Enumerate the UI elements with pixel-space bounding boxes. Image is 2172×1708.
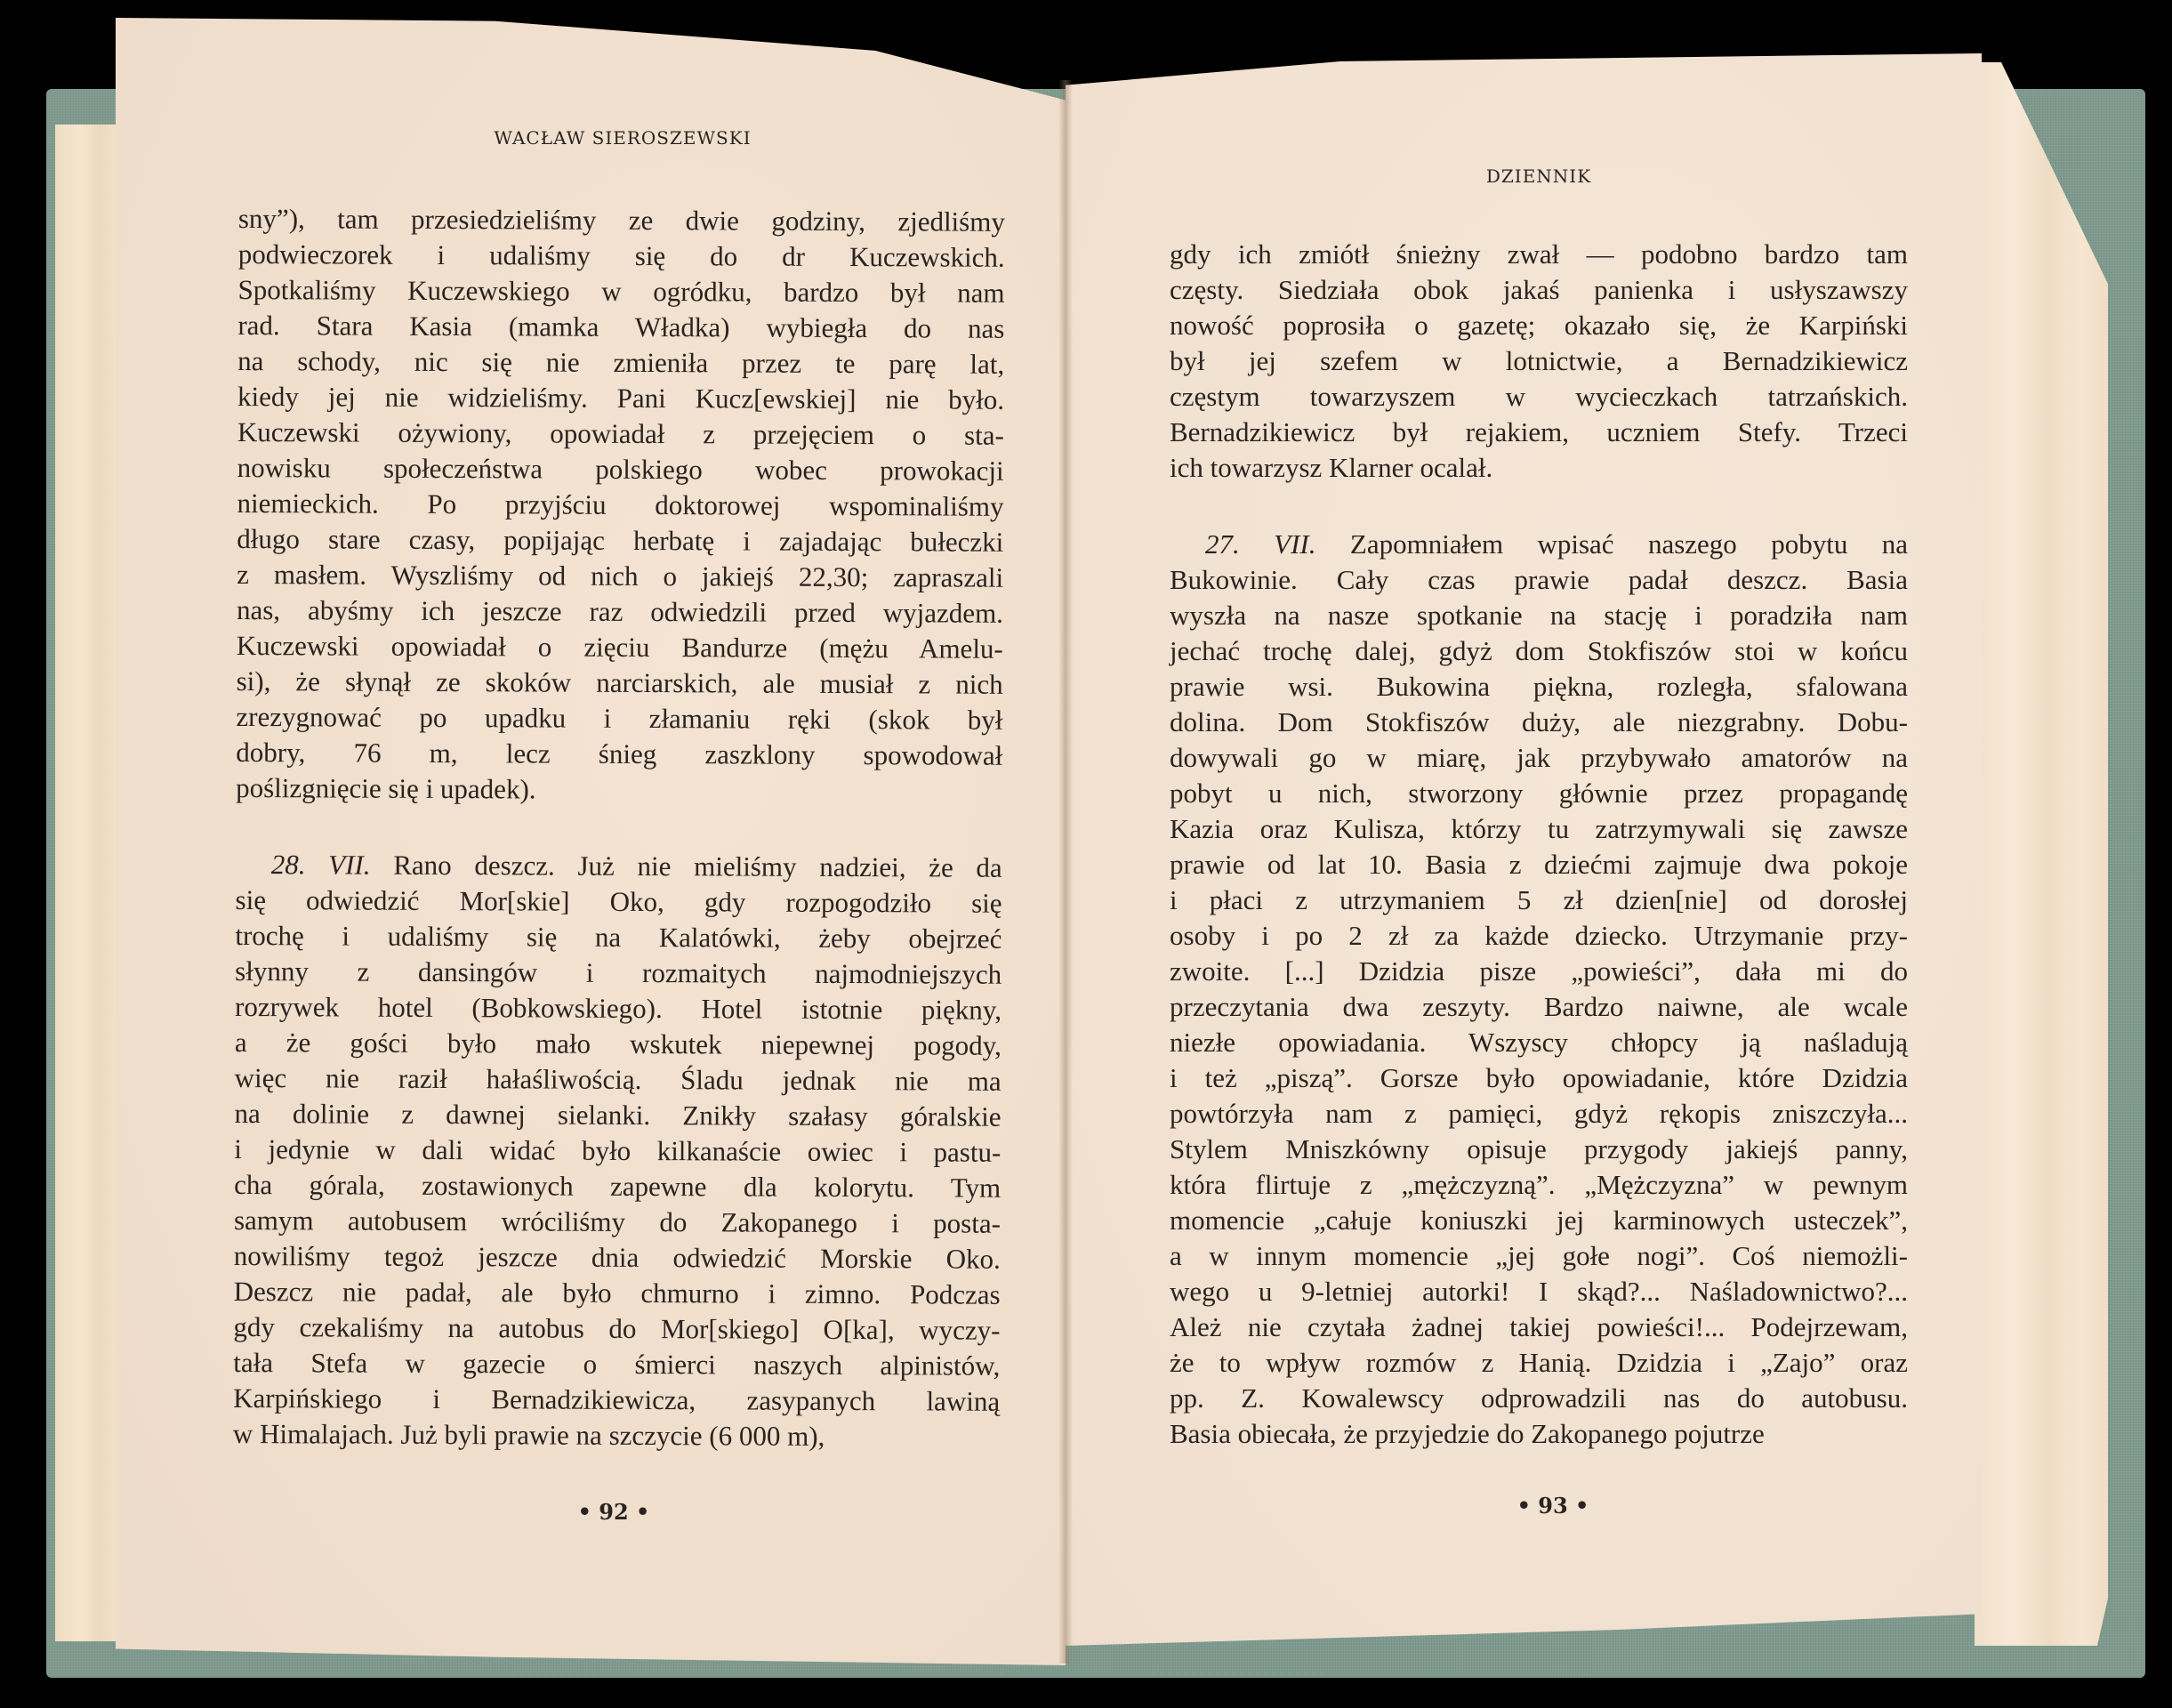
text-line: się odwiedzić Mor[skie] Oko, gdy rozpogodziło się [235,883,1002,919]
text-line: trochę i udaliśmy się na Kalatówki, żeby obejrzeć [235,919,1002,955]
text-line: Spotkaliśmy Kuczewskiego w ogródku, bardzo był nam [237,273,1005,309]
text-line: nowiliśmy tegoż jeszcze dnia odwiedzić Morskie Oko. [233,1239,1001,1275]
text-line: Kuczewski opowiadał o zięciu Bandurze (mężu Amelu- [236,629,1003,665]
text-line: powtórzyła nam z pamięci, gdyż rękopis zniszczyła... [1170,1098,1908,1129]
paragraph-gap [236,806,1002,850]
text-line: która flirtuje z „mężczyzną”. „Mężczyzna” w pewnym [1170,1169,1908,1200]
text-line: podwieczorek i udaliśmy się do dr Kuczewskich. [237,238,1005,273]
text-line-content: Rano deszcz. Już nie mieliśmy nadziei, że da [370,849,1002,883]
text-line: i też „piszą”. Gorsze było opowiadanie, które Dzidzia [1170,1062,1908,1093]
text-line: Basia obiecała, że przyjedzie do Zakopanego pojutrze [1170,1418,1765,1449]
text-line: zrezygnować po upadku i złamaniu ręki (skok był [236,700,1003,736]
running-head-left: WACŁAW SIEROSZEWSKI [494,127,752,149]
text-line: dolina. Dom Stokfiszów duży, ale niezgrabny. Dobu- [1170,706,1908,737]
text-line: Kazia oraz Kulisza, którzy tu zatrzymywali się zawsze [1170,813,1908,844]
entry-date: 28. VII. [270,849,371,881]
text-line: tała Stefa w gazecie o śmierci naszych alpinistów, [233,1346,1001,1382]
paragraph-gap [1170,486,1908,527]
text-line: i płaci z utrzymaniem 5 zł dzien[nie] od dorosłej [1170,884,1908,915]
text-line: długo stare czasy, popijając herbatę i zajadając bułeczki [237,522,1004,558]
left-page-stack-edge [55,125,119,1641]
text-line: częstym towarzyszem w wycieczkach tatrzańskich. [1170,381,1908,412]
text-line: Kuczewski ożywiony, opowiadał z przejęciem o sta- [237,415,1004,451]
text-line: rad. Stara Kasia (mamka Władka) wybiegła do nas [237,309,1005,344]
text-line: rozrywek hotel (Bobkowskiego). Hotel istotnie piękny, [234,990,1002,1026]
text-line: Bukowinie. Cały czas prawie padał deszcz. Basia [1170,564,1908,595]
text-line: prawie od lat 10. Basia z dziećmi zajmuje dwa pokoje [1170,849,1908,880]
text-line: niezłe opowiadania. Wszyscy chłopcy ją naśladują [1170,1027,1908,1058]
text-line: częsty. Siedziała obok jakaś panienka i usłyszawszy [1170,274,1908,305]
text-line: więc nie raził hałaśliwością. Śladu jednak nie ma [234,1061,1002,1097]
left-page-text [233,201,1005,1455]
right-page-text [1170,237,1908,1452]
text-line: osoby i po 2 zł za każde dziecko. Utrzymanie przy- [1170,920,1908,951]
text-line: na schody, nic się nie zmieniła przez te parę lat, [237,344,1005,380]
text-line: cha górala, zostawionych zapewne dla kolorytu. Tym [234,1168,1002,1204]
text-line: samym autobusem wróciliśmy do Zakopanego i posta- [233,1204,1002,1239]
text-line: Deszcz nie padał, ale było chmurno i zimno. Podczas [233,1275,1001,1310]
text-line: ich towarzysz Klarner ocalał. [1170,452,1493,483]
text-line: z masłem. Wyszliśmy od nich o jakiejś 22,30; zapraszali [237,558,1004,593]
text-line-content: Zapomniałem wpisać naszego pobytu na [1315,528,1908,560]
text-line: na dolinie z dawnej sielanki. Znikły szałasy góralskie [234,1097,1002,1132]
text-line: przeczytania dwa zeszyty. Bardzo naiwne, ale wcale [1170,991,1908,1022]
text-line: dobry, 76 m, lecz śnieg zaszklony spowodował [236,736,1003,771]
text-line: zwoite. [...] Dzidzia pisze „powieści”, dała mi do [1170,955,1908,987]
right-page-stack-edge [1975,62,2108,1646]
page-number-right: • 93 • [1516,1493,1589,1519]
text-line: Bernadzikiewicz był rejakiem, uczniem Stefy. Trzeci [1170,416,1908,447]
running-head-right: DZIENNIK [1485,165,1592,187]
text-line: wyszła na nasze spotkanie na stację i poradziła nam [1170,600,1908,631]
text-line: pp. Z. Kowalewscy odprowadzili nas do autobusu. [1170,1382,1908,1414]
text-line: nowisku społeczeństwa polskiego wobec prowokacji [237,451,1004,487]
text-line: w Himalajach. Już byli prawie na szczycie (6 000 m), [232,1417,825,1452]
text-line: prawie wsi. Bukowina piękna, rozległa, sfalowana [1170,671,1908,702]
text-line [236,847,1002,886]
text-line [1170,527,1908,562]
text-line: i jedynie w dali widać było kilkanaście owiec i pastu- [234,1132,1002,1168]
text-line: nowość poprosiła o gazetę; okazało się, że Karpiński [1170,310,1908,341]
text-line: kiedy jej nie widzieliśmy. Pani Kucz[ewskiej] nie było. [237,380,1005,415]
text-line: sny”), tam przesiedzieliśmy ze dwie godziny, zjedliśmy [237,202,1005,238]
text-line: Stylem Mniszkówny opisuje przygody jakiejś panny, [1170,1133,1908,1164]
text-line: a w innym momencie „jej gołe nogi”. Coś niemożli- [1170,1240,1908,1271]
text-line: si), że słynął ze skoków narciarskich, ale musiał z nich [236,665,1003,700]
text-line: nas, abyśmy ich jeszcze raz odwiedzili przed wyjazdem. [236,593,1004,629]
text-line: pobyt u nich, stworzony głównie przez propagandę [1170,777,1908,809]
book-gutter [1058,80,1073,1664]
text-line: słynny z dansingów i rozmaitych najmodniejszych [235,955,1002,990]
text-line: niemieckich. Po przyjściu doktorowej wspominaliśmy [237,487,1004,522]
text-line: dowywali go w miarę, jak przybywało amatorów na [1170,742,1908,773]
page-number-left: • 92 • [577,1499,650,1525]
entry-date: 27. VII. [1205,528,1316,560]
text-line: poślizgnięcie się i upadek). [236,771,536,805]
text-line: gdy ich zmiótł śnieżny zwał — podobno bardzo tam [1170,238,1908,270]
text-line: że to wpływ rozmów z Hanią. Dzidzia i „Zajo” oraz [1170,1347,1908,1378]
text-line: był jej szefem w lotnictwie, a Bernadzikiewicz [1170,345,1908,376]
text-line: momencie „całuje koniuszki jej karminowych usteczek”, [1170,1204,1908,1236]
text-line: Ależ nie czytała żadnej takiej powieści!... Podejrzewam, [1170,1311,1908,1342]
text-line: a że gości było mało wskutek niepewnej pogody, [234,1026,1002,1061]
text-line: wego u 9-letniej autorki! I skąd?... Naśladownictwo?... [1170,1276,1908,1307]
text-line: Karpińskiego i Bernadzikiewicza, zasypanych lawiną [233,1382,1001,1417]
text-line: gdy czekaliśmy na autobus do Mor[skiego] O[ka], wyczy- [233,1310,1001,1346]
text-line: jechać trochę dalej, gdyż dom Stokfiszów stoi w końcu [1170,635,1908,666]
